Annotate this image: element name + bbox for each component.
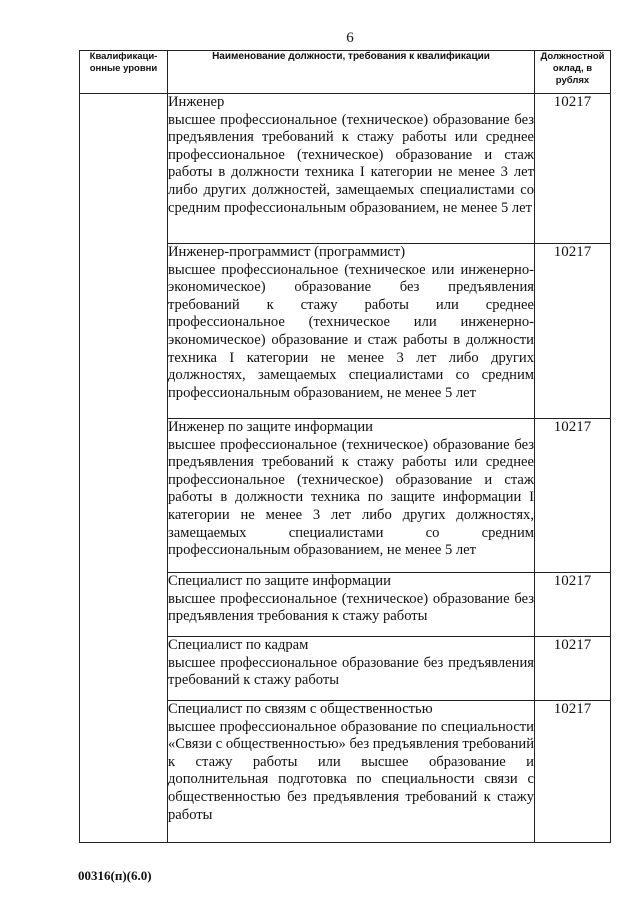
position-title: Специалист по кадрам <box>168 637 309 653</box>
salary-cell: 10217 <box>535 94 611 244</box>
position-title: Инженер по защите информации <box>168 419 373 435</box>
table-header-row <box>80 51 611 94</box>
position-requirements: высшее профессиональное (техническое) образование без предъявления требования к стажу работы <box>168 590 534 625</box>
position-cell <box>168 419 535 573</box>
position-cell <box>168 573 535 637</box>
salary-cell: 10217 <box>535 573 611 637</box>
salary-cell: 10217 <box>535 244 611 419</box>
qualification-level-cell <box>80 94 168 843</box>
position-requirements: высшее профессиональное образование без предъявления требований к стажу работы <box>168 654 534 689</box>
salary-cell: 10217 <box>535 419 611 573</box>
position-requirements: высшее профессиональное (техническое) образование без предъявления требований к стажу работы или среднее профессиональное (техническое) образование и стаж работы в должности техника I категории не менее 3 лет либо других должностей, замещаемых специалистами со средним профессиональным образованием, не менее 5 лет <box>168 111 534 216</box>
document-code: 00316(п)(6.0) <box>78 868 152 883</box>
position-title: Специалист по защите информации <box>168 573 391 589</box>
position-title: Инженер <box>168 94 225 110</box>
position-title: Инженер-программист (программист) <box>168 244 406 260</box>
position-cell <box>168 637 535 701</box>
position-cell <box>168 94 535 244</box>
salary-cell: 10217 <box>535 701 611 843</box>
position-salary-table <box>79 50 611 843</box>
position-title: Специалист по связям с общественностью <box>168 701 433 717</box>
position-requirements: высшее профессиональное образование по специальности «Связи с общественностью» без предъявления требований к стажу работы или высшее образование и дополнительная подготовка по специальности связи с общественностью без предъявления требований к стажу работы <box>168 718 534 823</box>
page-number: 6 <box>346 30 354 46</box>
header-salary: Должностной оклад, в рублях <box>535 51 611 94</box>
position-cell <box>168 701 535 843</box>
position-requirements: высшее профессиональное (техническое) образование без предъявления требований к стажу работы или среднее профессиональное (техническое) образование и стаж работы в должности техника по защите информации I категории не менее 3 лет либо других должностях, замещаемых специалистами со средним профессиональным образованием, не менее 5 лет <box>168 436 534 559</box>
position-cell <box>168 244 535 419</box>
header-qualification-levels: Квалификаци-онные уровни <box>80 51 168 94</box>
position-requirements: высшее профессиональное (техническое или инженерно-экономическое) образование без предъявления требований к стажу работы или среднее профессиональное (техническое или инженерно-экономическое) образование и стаж работы в должности техника I категории не менее 3 лет либо других должностях, замещаемых специалистами со средним профессиональным образованием, не менее 5 лет <box>168 261 534 401</box>
header-position: Наименование должности, требования к квалификации <box>168 51 535 94</box>
table-row <box>80 94 611 244</box>
salary-cell: 10217 <box>535 637 611 701</box>
